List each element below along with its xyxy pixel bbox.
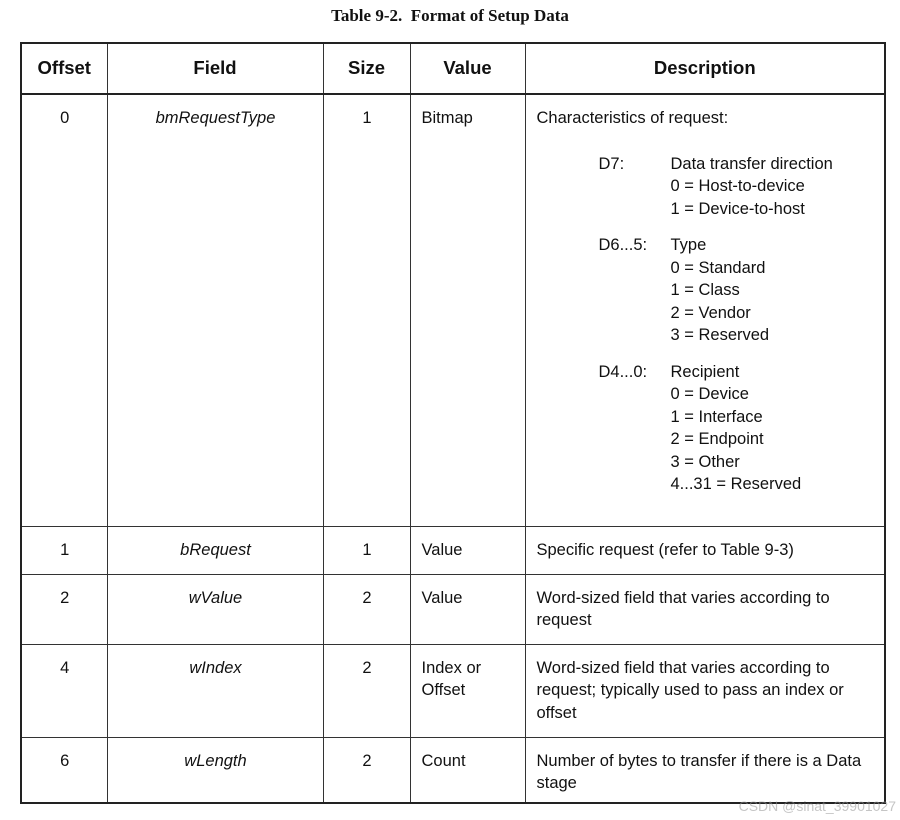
table-row [21, 94, 885, 526]
bit-line: 3 = Reserved [670, 326, 770, 344]
cell-size: 2 [323, 644, 410, 737]
table-row [21, 526, 885, 574]
cell-size: 2 [323, 574, 410, 644]
header-description: Description [525, 43, 885, 94]
cell-value: Index or Offset [410, 644, 525, 737]
cell-offset: 6 [21, 737, 107, 803]
header-size: Size [323, 43, 410, 94]
cell-offset: 2 [21, 574, 107, 644]
description-text: Characteristics of request: [536, 109, 729, 127]
bit-line: 4...31 = Reserved [670, 475, 802, 493]
bit-group-d6-5 [599, 234, 770, 347]
cell-value: Count [410, 737, 525, 803]
table-row [21, 737, 885, 803]
bit-line: Data transfer direction [670, 154, 833, 173]
cell-field: wValue [107, 574, 323, 644]
cell-description: Word-sized field that varies according to request [525, 574, 885, 644]
header-offset: Offset [21, 43, 107, 94]
table-row [21, 644, 885, 737]
cell-field: bRequest [107, 526, 323, 574]
cell-offset: 0 [21, 94, 107, 526]
cell-offset: 1 [21, 526, 107, 574]
cell-description: Number of bytes to transfer if there is a Data stage [525, 737, 885, 803]
bit-line: Recipient [670, 362, 740, 381]
bit-line: 0 = Device [670, 385, 749, 403]
cell-value: Value [410, 574, 525, 644]
header-field: Field [107, 43, 323, 94]
bit-line: 0 = Standard [670, 258, 766, 277]
header-value: Value [410, 43, 525, 94]
bit-line: 3 = Other [670, 452, 740, 471]
table-row [21, 574, 885, 644]
bit-line: 1 = Device-to-host [670, 199, 805, 218]
bit-line: 1 = Class [670, 281, 740, 299]
setup-data-table [20, 42, 886, 804]
bit-label: D6...5: [598, 236, 648, 254]
bit-line: 0 = Host-to-device [670, 177, 805, 195]
cell-field: wLength [107, 737, 323, 803]
cell-offset: 4 [21, 644, 107, 737]
cell-value: Bitmap [410, 94, 525, 526]
watermark: CSDN @sinat_39901027 [738, 798, 896, 814]
cell-description: Word-sized field that varies according to request; typically used to pass an index or offset [525, 644, 885, 737]
cell-field: bmRequestType [107, 94, 323, 526]
cell-size: 1 [323, 526, 410, 574]
bit-line: Type [670, 236, 707, 254]
bit-group-d7 [599, 153, 833, 221]
bit-group-d4-0 [599, 361, 802, 496]
bit-line: 2 = Vendor [670, 303, 751, 322]
cell-field: wIndex [107, 644, 323, 737]
cell-size: 2 [323, 737, 410, 803]
cell-size: 1 [323, 94, 410, 526]
cell-description [525, 94, 885, 526]
bit-label: D4...0: [598, 362, 648, 381]
bit-line: 1 = Interface [670, 407, 763, 426]
bit-line: 2 = Endpoint [670, 430, 764, 448]
bit-label: D7: [598, 154, 625, 173]
header-row [21, 43, 885, 94]
table-caption: Table 9-2. Format of Setup Data [331, 6, 569, 25]
cell-description: Specific request (refer to Table 9-3) [525, 526, 885, 574]
cell-value: Value [410, 526, 525, 574]
